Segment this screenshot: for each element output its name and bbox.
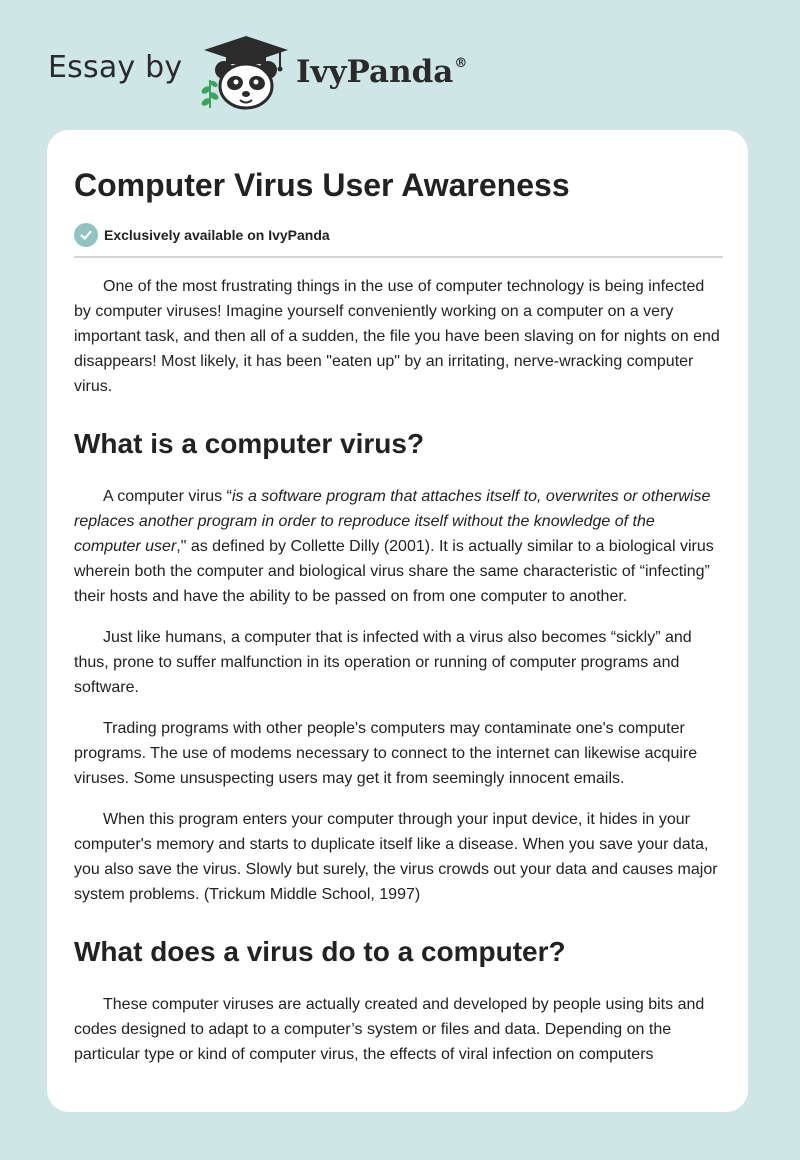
paragraph-trading: Trading programs with other people's computers may contaminate one's computer programs. The use of modems necessary to connect to the internet can likewise acquire viruses. Some unsuspecting users may get it from seemingly innocent emails. (74, 720, 698, 787)
definition-quote: is a software program that attaches itself to, overwrites or otherwise replaces another program in order to reproduce itself without the knowledge of the computer user (74, 488, 711, 555)
essay-content (74, 130, 723, 1067)
intro-paragraph: One of the most frustrating things in the use of computer technology is being infected by computer viruses! Imagine yourself conveniently working on a computer on a very important task, and then all of a sudden, the file you have been slaving on for nights on end disappears! Most likely, it has been "eaten up" by an irritating, nerve-wracking computer virus. (74, 278, 720, 395)
paragraph-effects: These computer viruses are actually created and developed by people using bits and codes designed to adapt to a computer’s system or files and data. Depending on the particular type or kind of computer virus, the effects of viral infection on computers (74, 996, 705, 1063)
site-header (0, 0, 800, 120)
section-heading-virus-effects: What does a virus do to a computer? (74, 936, 566, 967)
divider (74, 256, 723, 258)
paragraph-definition: A computer virus “is a software program that attaches itself to, overwrites or otherwise replaces another program in order to reproduce itself without the knowledge of the computer user," as defined by Collette Dilly (2001). It is actually similar to a biological virus wherein both the computer and biological virus share the same characteristic of “infecting” their hosts and have the ability to be passed on from one computer to another. (74, 488, 714, 605)
exclusive-badge (74, 222, 723, 248)
panda-logo-icon (200, 34, 292, 110)
registered-mark: ® (454, 56, 468, 71)
paragraph-sickly: Just like humans, a computer that is infected with a virus also becomes “sickly” and thus, prone to suffer malfunction in its operation or running of computer programs and software. (74, 629, 692, 696)
page-title: Computer Virus User Awareness (74, 167, 570, 203)
paragraph-memory: When this program enters your computer through your input device, it hides in your computer's memory and starts to duplicate itself like a disease. When you save your data, you also save the virus. Slowly but surely, the virus crowds out your data and causes major system problems. (Trickum Middle School, 1997) (74, 811, 718, 903)
check-icon (74, 223, 98, 247)
essay-by-label: Essay by (48, 50, 183, 85)
essay-card (47, 130, 748, 1112)
brand-name[interactable]: IvyPanda® (296, 54, 468, 90)
section-heading-virus-definition: What is a computer virus? (74, 428, 425, 459)
exclusive-label: Exclusively available on IvyPanda (104, 227, 330, 243)
